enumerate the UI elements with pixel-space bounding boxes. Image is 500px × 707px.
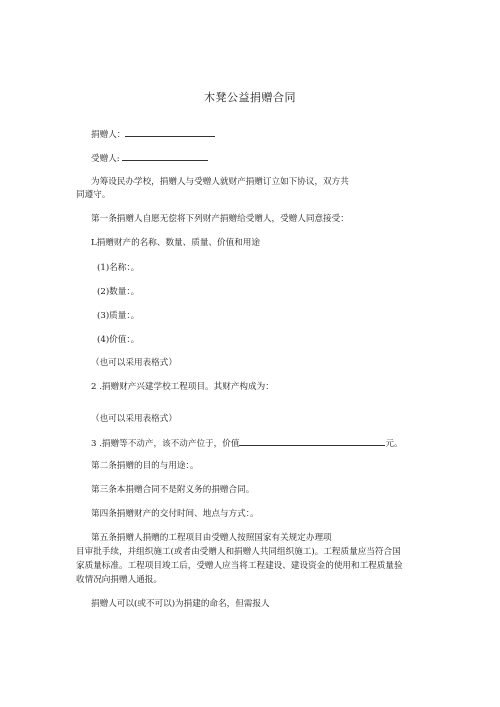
item-3-value-blank xyxy=(239,436,385,446)
article-5-line-2: 目审批手续，并组织施工(或者由受赠人和捐赠人共同组织施工)。工程质量应当符合国 xyxy=(76,547,401,557)
naming-line: 捐赠人可以(或不可以)为捐建的命名，但需报人 xyxy=(91,599,270,609)
intro-line-1: 为筹设民办学校，捐赠人与受赠人就财产捐赠订立如下协议，双方共 xyxy=(91,177,349,187)
article-1: 第一条捐赠人自愿无偿将下列财产捐赠给受赠人，受赠人同意接受： xyxy=(91,214,349,224)
item-3-prefix: 3 .捐赠等不动产，该不动产位于，价值 xyxy=(91,439,240,449)
intro-line-2: 同遵守。 xyxy=(76,190,111,200)
article-2: 第二条捐赠的目的与用途：。 xyxy=(91,461,199,471)
sub-item-value: (4)价值：。 xyxy=(97,335,140,345)
donee-label: 受赠人: xyxy=(91,154,120,164)
article-3: 第三条本捐赠合同不是附义务的捐赠合同。 xyxy=(91,485,255,495)
item-l-heading: L捐赠财产的名称、数量、质量、价值和用途 xyxy=(91,238,260,248)
donee-blank xyxy=(122,151,208,161)
sub-item-name: (1)名称：。 xyxy=(97,263,140,273)
article-5-line-3: 家质量标准。工程项目竣工后，受赠人应当将工程建设、建设资金的使用和工程质量验 xyxy=(76,561,403,571)
item-2: 2 .捐赠财产兴建学校工程项目。其财产构成为： xyxy=(91,382,274,392)
sub-item-quantity: (2)数量：。 xyxy=(97,287,140,297)
donee-line xyxy=(91,151,208,165)
article-4: 第四条捐赠财产的交付时间、地点与方式：。 xyxy=(91,509,259,519)
donor-blank xyxy=(125,127,215,137)
table-note-1: （也可以采用表格式） xyxy=(91,358,177,368)
donor-line xyxy=(91,127,215,141)
donor-label: 捐赠人： xyxy=(91,130,126,140)
document-title: 木凳公益捐赠合同 xyxy=(204,91,296,104)
table-note-2: （也可以采用表格式） xyxy=(91,414,177,424)
item-3 xyxy=(91,436,403,450)
article-5-line-1: 第五条捐赠人捐赠的工程项目由受赠人按照国家有关规定办理项 xyxy=(91,533,332,543)
item-3-suffix: 元。 xyxy=(385,439,403,449)
sub-item-quality: (3)质量：。 xyxy=(97,311,140,321)
article-5-line-4: 收情况向捐赠人通报。 xyxy=(76,575,162,585)
